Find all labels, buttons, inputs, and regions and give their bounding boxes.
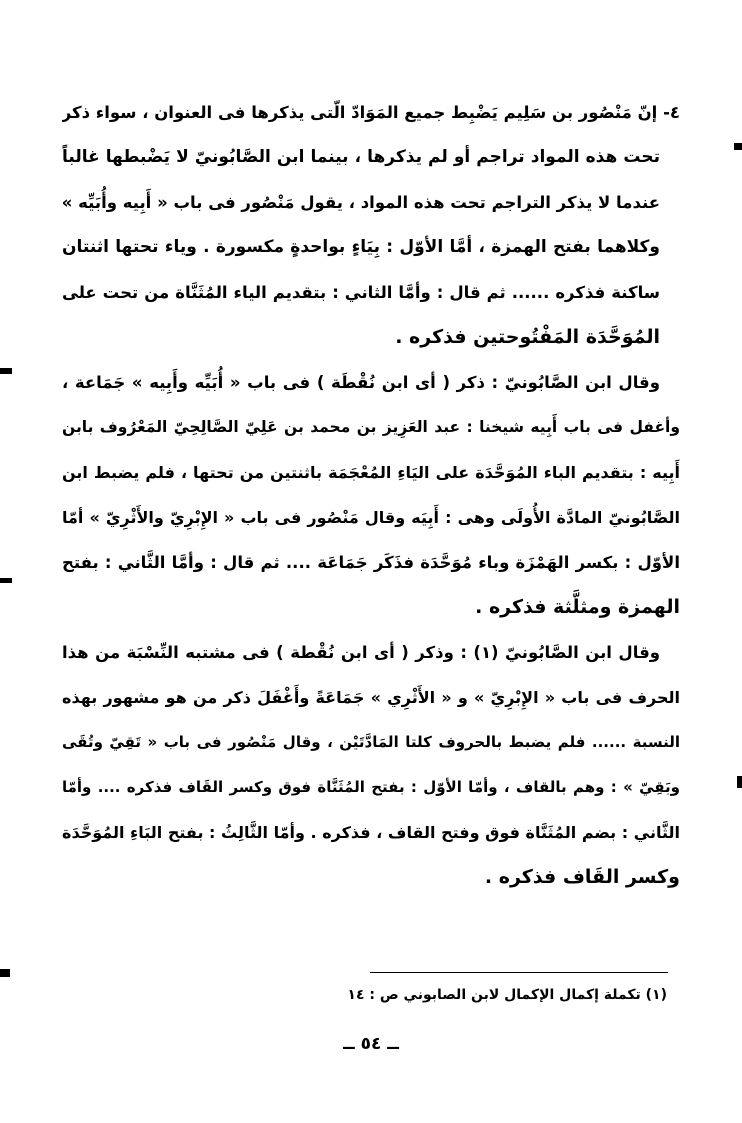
scan-margin-mark [734,143,742,150]
paragraph-line: الثَّاني : بضم المُثَنَّاة فوق وفتح القاف ، فذكره . وأمّا الثَّالِثُ : بفتح البَاءِ المُوَحَّدَة [62,823,680,842]
scan-margin-mark [0,368,12,374]
paragraph-line: تحت هذه المواد تراجم أو لم يذكرها ، بينما ابن الصَّابُونيّ لا يَضْبطها غالباً [62,147,660,167]
paragraph-line: الصَّابُونيّ المادَّة الأُولَى وهى : أَبِيَه وقال مَنْصُور فى باب « الإِبْرِيّ والأَثْرِيّ » أمّا [62,508,680,527]
paragraph-line: الأوّل : بكسر الهَمْزَة وباء مُوَحَّدَة فذَكَر جَمَاعَة .... ثم قال : وأمَّا الثَّاني : بفتح [62,553,680,572]
scan-margin-mark [0,969,10,977]
paragraph-line: وقال ابن الصَّابُونيّ (١) : وذكر ( أى ابن نُقْطة ) فى مشتبه النِّسْبَة من هذا [62,643,661,662]
paragraph-line: عندما لا يذكر التراجم تحت هذه المواد ، يقول مَنْصُور فى باب « أَبِيه وأُبَيِّه » [62,193,660,212]
paragraph-line: ساكنة فذكره ...... ثم قال : وأمَّا الثاني : بتقديم الياء المُثَنَّاة من تحت على [62,283,660,302]
paragraph-2 [62,360,680,630]
paragraph-line: وكسر القَاف فذكره . [484,866,680,888]
paragraph-line: وكلاهما بفتح الهمزة ، أمَّا الأوّل : بِيَاءٍ بواحدةٍ مكسورة . وياء تحتها اثنتان [62,237,660,257]
paragraph-1 [62,90,680,360]
paragraph-line: وأغفل فى باب أَبِيه شيخنا : عبد العَزِيز بن محمد بن عَلِيّ الصَّالِحِيّ المَعْرُوف بابن [62,418,680,436]
paragraph-line: المُوَحَّدَة المَفْتُوحتين فذكره . [395,326,660,348]
scan-margin-mark [737,776,742,788]
scan-margin-mark [0,578,12,583]
paragraph-line: الحرف فى باب « الإِبْرِيّ » و « الأَثْرِي » جَمَاعَةً وأَغْفَلَ ذكر من هو مشهور بهذه [62,688,680,707]
paragraph-line: وقال ابن الصَّابُونيّ : ذكر ( أى ابن نُقْطَة ) فى باب « أُبَيِّه وأَبِيه » جَمَاعة ، [62,373,660,392]
paragraph-line: وبَقِيّ » : وهم بالقاف ، وأمّا الأوّل : بفتح المُثَنَّاة فوق وكسر القَاف فذكره .... وأمّا [62,778,680,796]
footnote: (١) تكملة إكمال الإكمال لابن الصابوني ص : ١٤ [347,987,667,1003]
paragraph-line: ٤- إنّ مَنْصُور بن سَلِيم يَضْبِط جميع المَوَادّ الّتى يذكرها فى العنوان ، سواء ذكر [62,103,680,122]
footnote-divider [370,972,668,973]
paragraph-line: أَبِيه : بتقديم الباء المُوَحَّدَة على اليَاءِ المُعْجَمَة باثنتين من تحتها ، فلم يضبط ابن [62,463,680,482]
page-number: ــ ٥٤ ــ [343,1034,399,1054]
paragraph-3 [62,630,680,900]
paragraph-line: الهمزة ومثلَّثة فذكره . [475,596,680,618]
paragraph-line: النسبة ...... فلم يضبط بالحروف كلتا المَادَّتَيْن ، وقال مَنْصُور فى باب « تَقِيّ وتُقَى [62,733,680,751]
